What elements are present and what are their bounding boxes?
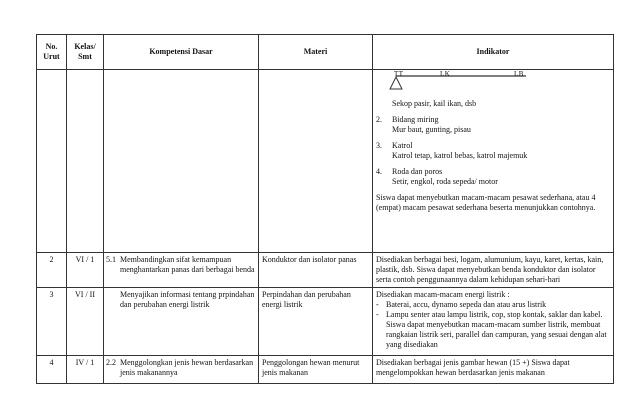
cell-materi: Penggolongan hewan menurut jenis makanan [259,356,373,384]
cell-kelas [67,70,104,253]
lever-label-lb: LB [514,70,524,78]
kd-number: 2.2 [106,358,116,367]
header-materi: Materi [259,35,373,70]
kd-text: Menggolongkan jenis hewan berdasarkan jenis makanannya [120,358,254,377]
cell-kd [104,253,259,288]
list-item: - Lampu senter atau lampu listrik, cop, stop kontak, saklar dan kabel. Siswa dapat menyebutkan macam-macam sumber listrik, membuat rangkaian listrik seri, parallel dan campuran, yang sesuai dengan alat yang disediakan [376,310,607,349]
header-kelas: Kelas/ Smt [67,35,104,70]
list-item: 4. Roda dan poros Setir, engkol, roda sepeda/ motor [376,167,498,186]
header-no: No. Urut [37,35,67,70]
cell-no [37,70,67,253]
cell-indikator [373,70,614,253]
indikator-intro: Disediakan macam-macam energi listrik : [376,290,510,299]
cell-materi: Konduktor dan isolator panas [259,253,373,288]
cell-no: 4 [37,356,67,384]
header-row [37,35,614,70]
table-row-continued [37,70,614,253]
lever-label-tt: TT [394,70,404,78]
cell-indikator: Disediakan berbagai jenis gambar hewan (15 +) Siswa dapat mengelompokkan hewan berdasarkan jenis makanan [373,356,614,384]
cell-no: 2 [37,253,67,288]
header-kompetensi-dasar: Kompetensi Dasar [104,35,259,70]
lever-examples: Sekop pasir, kail ikan, dsb [392,99,477,108]
list-item: 2. Bidang miring Mur baut, gunting, pisau [376,115,471,134]
cell-materi: Perpindahan dan perubahan energi listrik [259,288,373,356]
table-row [37,288,614,356]
cell-materi [259,70,373,253]
cell-kelas: VI / 1 [67,253,104,288]
cell-kelas: IV / 1 [67,356,104,384]
indikator-closing: Siswa dapat menyebutkan macam-macam pesawat sederhana, atau 4 (empat) macam pesawat sederhana beserta menunjukkan contohnya. [376,193,596,212]
cell-indikator: Disediakan berbagai besi, logam, alumunium, kayu, karet, kertas, kain, plastik, dsb. Siswa dapat menyebutkan benda konduktor dan isolator serta contoh penggunaannya dalam kehidupan sehari-hari [373,253,614,288]
header-indikator: Indikator [373,35,614,70]
lever-diagram [376,70,610,96]
cell-indikator [373,288,614,356]
lever-label-lk: LK [440,70,451,78]
list-item: 3. Katrol Katrol tetap, katrol bebas, katrol majemuk [376,141,528,160]
kd-number: 5.1 [106,255,116,264]
table-row [37,253,614,288]
kd-text: Membandingkan sifat kemampuan menghantarkan panas dari berbagai benda [120,255,255,274]
kisi-kisi-table [36,34,614,384]
kd-text: Menyajikan informasi tentang prpindahan dan perubahan energi listrik [120,290,255,309]
table-row [37,356,614,384]
cell-no: 3 [37,288,67,356]
cell-kelas: VI / II [67,288,104,356]
list-item: - Baterai, accu, dynamo sepeda dan atau arus listrik [376,300,547,309]
cell-kd [104,356,259,384]
cell-kd [104,70,259,253]
cell-kd [104,288,259,356]
